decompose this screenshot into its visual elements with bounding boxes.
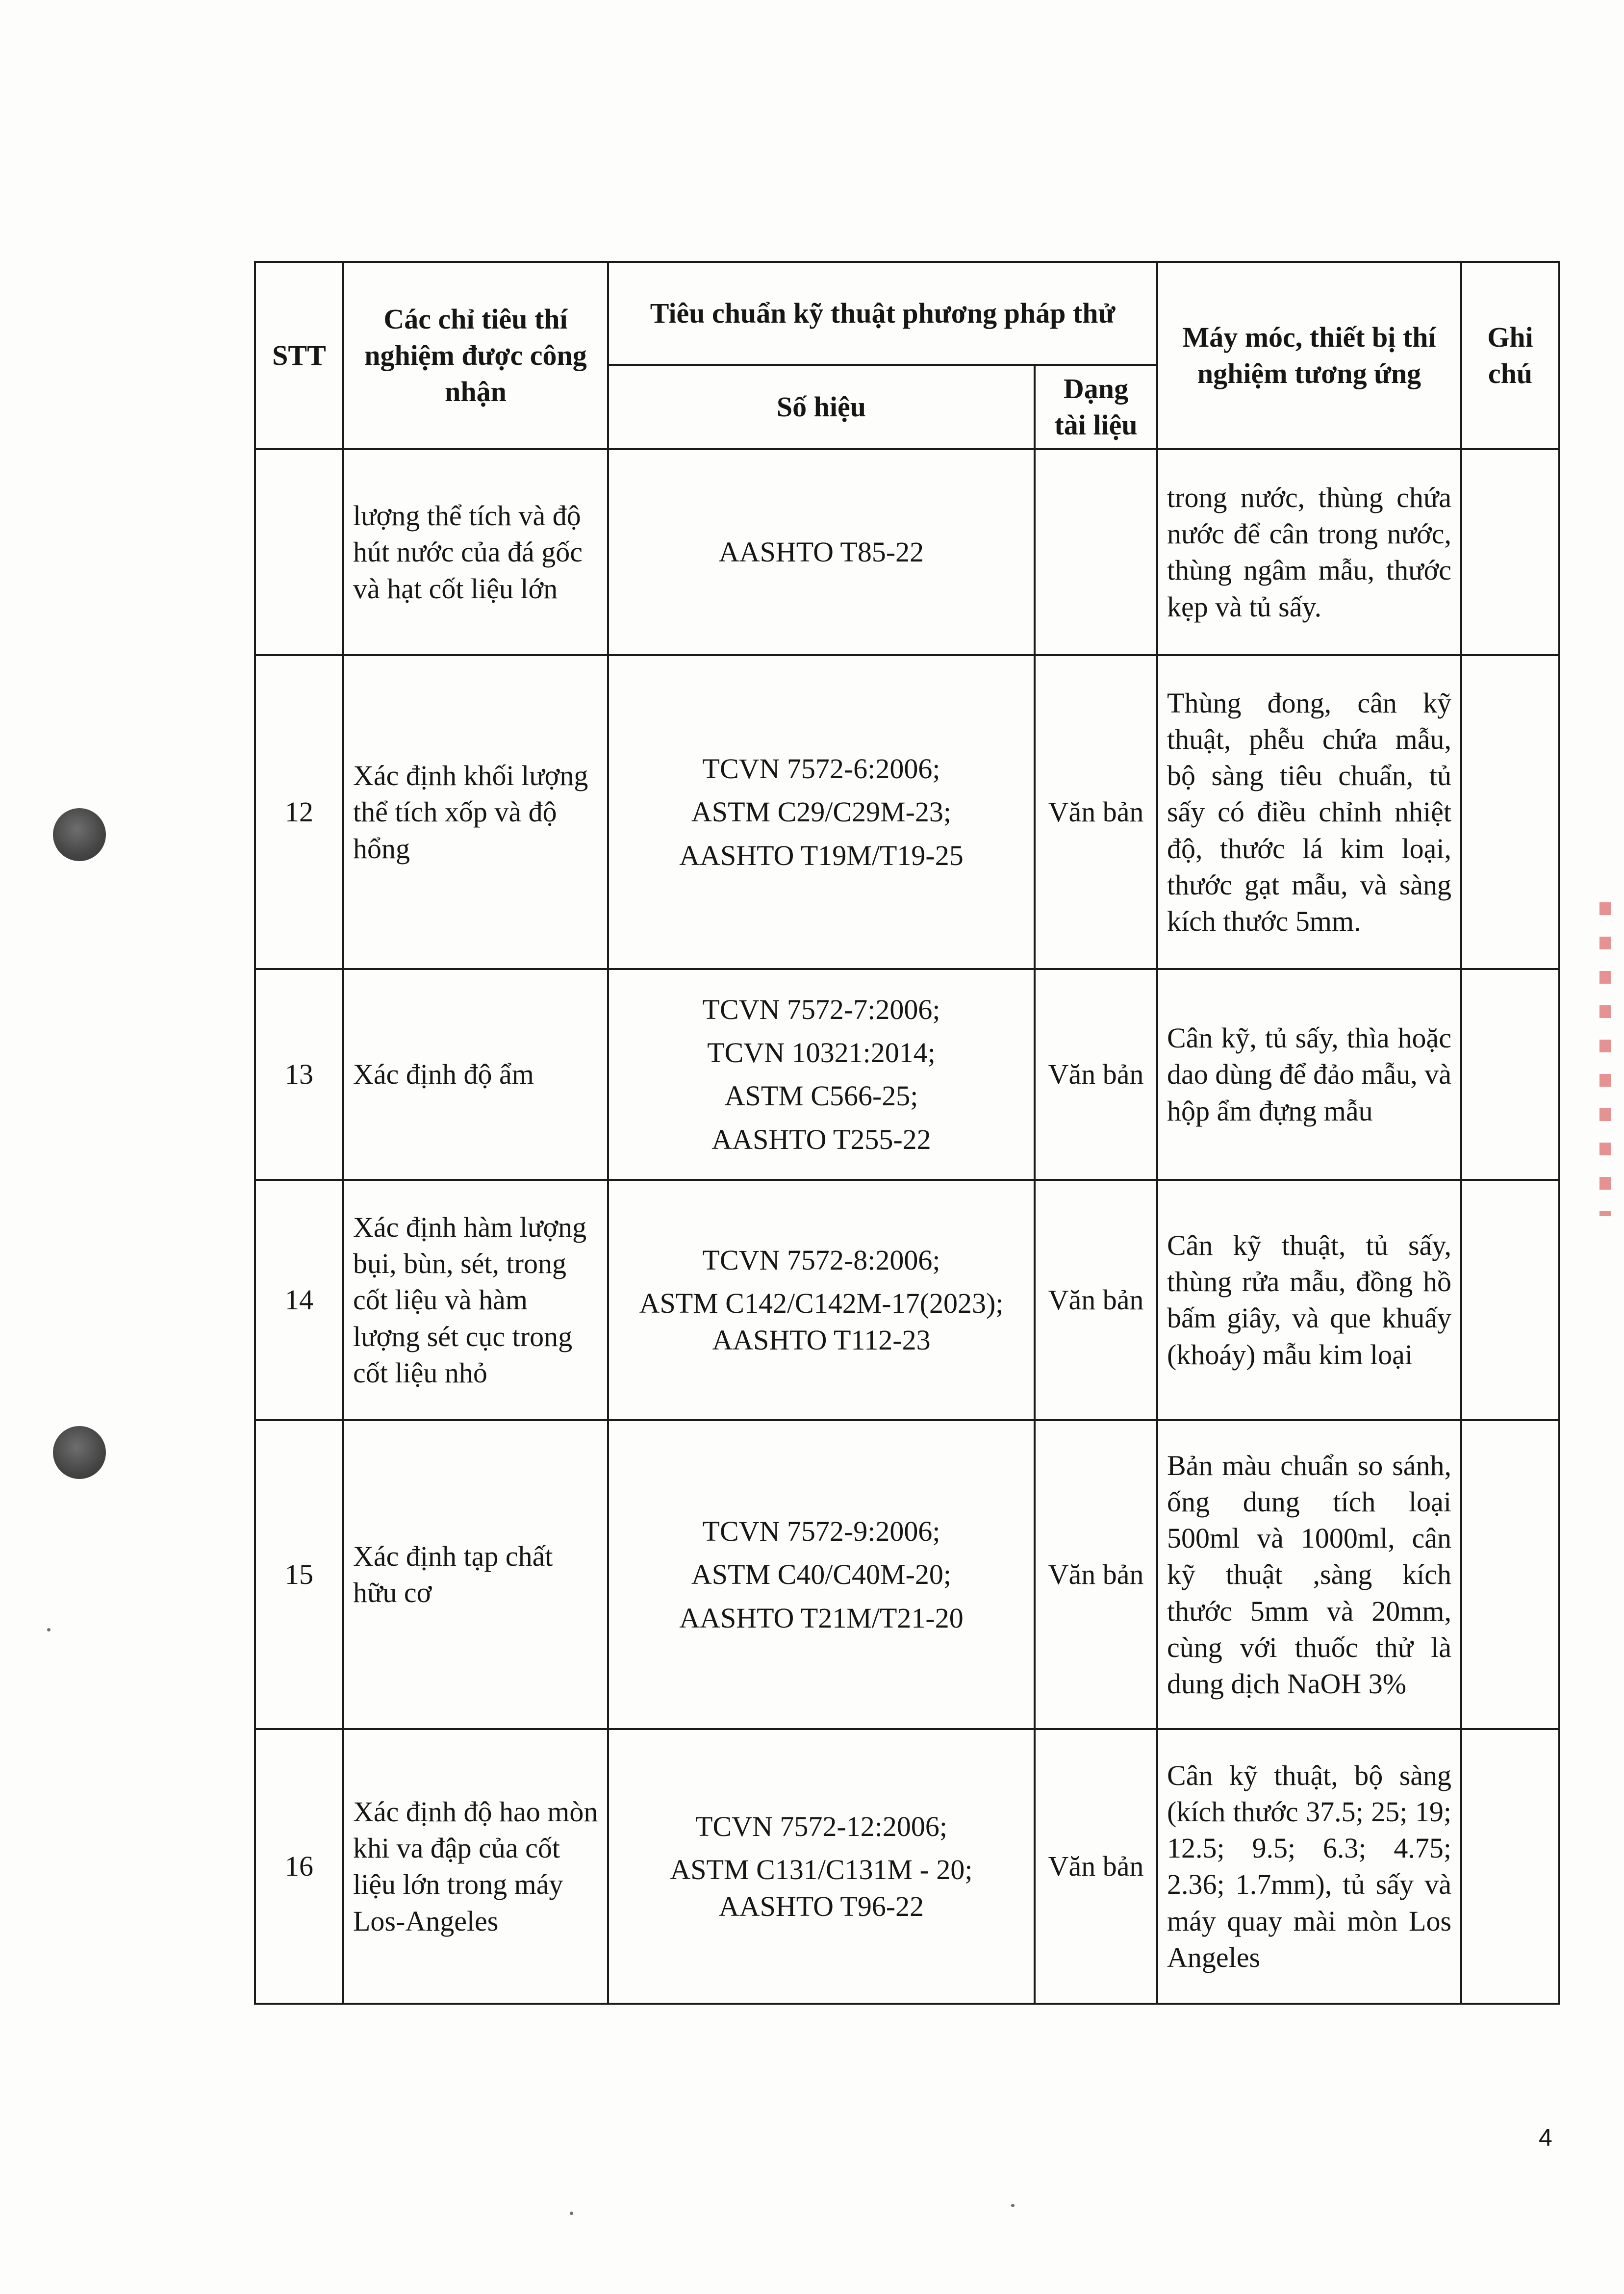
header-criteria: Các chỉ tiêu thí nghiệm được công nhận	[343, 262, 608, 449]
standard-code: ASTM C566-25;	[724, 1080, 918, 1112]
row-codes	[608, 1729, 1035, 2004]
standards-table	[254, 261, 1560, 2005]
row-stt: 14	[255, 1180, 343, 1420]
row-note	[1461, 1180, 1559, 1420]
standard-code: ASTM C142/C142M-17(2023); AASHTO T112-23	[639, 1287, 1004, 1356]
row-equipment: Thùng đong, cân kỹ thuật, phễu chứa mẫu, bộ sàng tiêu chuẩn, tủ sấy có điều chỉnh nhiệt độ, thước lá kim loại, thước gạt mẫu, và sàng kích thước 5mm.	[1157, 655, 1461, 969]
row-note	[1461, 1729, 1559, 2004]
scan-speck	[570, 2212, 573, 2215]
row-note	[1461, 969, 1559, 1180]
standard-code: TCVN 10321:2014;	[707, 1037, 936, 1069]
row-equipment: Cân kỹ thuật, tủ sấy, thùng rửa mẫu, đồng hồ bấm giây, và que khuấy (khoáy) mẫu kim loại	[1157, 1180, 1461, 1420]
row-criteria: Xác định tạp chất hữu cơ	[343, 1420, 608, 1729]
page-number: 4	[1539, 2124, 1552, 2151]
header-code: Số hiệu	[608, 365, 1035, 449]
row-doc-type	[1035, 449, 1157, 655]
header-note: Ghi chú	[1461, 262, 1559, 449]
row-criteria: Xác định khối lượng thể tích xốp và độ hổng	[343, 655, 608, 969]
standard-code: AASHTO T21M/T21-20	[679, 1602, 964, 1634]
standard-code: TCVN 7572-7:2006;	[702, 994, 940, 1025]
row-criteria: Xác định độ ẩm	[343, 969, 608, 1180]
row-codes	[608, 1180, 1035, 1420]
standard-code: TCVN 7572-6:2006;	[702, 753, 940, 785]
row-doc-type: Văn bản	[1035, 1180, 1157, 1420]
row-note	[1461, 655, 1559, 969]
standard-code: TCVN 7572-8:2006;	[702, 1244, 940, 1276]
header-stt: STT	[255, 262, 343, 449]
header-equipment: Máy móc, thiết bị thí nghiệm tương ứng	[1157, 262, 1461, 449]
row-stt: 15	[255, 1420, 343, 1729]
standard-code: ASTM C40/C40M-20;	[691, 1558, 952, 1591]
punch-hole	[53, 1426, 106, 1479]
row-codes	[608, 1420, 1035, 1729]
row-stt: 12	[255, 655, 343, 969]
standard-code: ASTM C131/C131M - 20; AASHTO T96-22	[670, 1854, 973, 1922]
table-row	[255, 1729, 1559, 2004]
row-equipment: trong nước, thùng chứa nước để cân trong nước, thùng ngâm mẫu, thước kẹp và tủ sấy.	[1157, 449, 1461, 655]
row-codes	[608, 449, 1035, 655]
standard-code: AASHTO T85-22	[718, 536, 924, 568]
punch-hole	[53, 808, 106, 861]
row-note	[1461, 1420, 1559, 1729]
row-criteria: Xác định độ hao mòn khi va đập của cốt liệu lớn trong máy Los-Angeles	[343, 1729, 608, 2004]
row-criteria: Xác định hàm lượng bụi, bùn, sét, trong cốt liệu và hàm lượng sét cục trong cốt liệu nhỏ	[343, 1180, 608, 1420]
row-codes	[608, 969, 1035, 1180]
standard-code: AASHTO T19M/T19-25	[679, 839, 964, 871]
scan-speck	[1011, 2204, 1015, 2207]
table-row	[255, 1180, 1559, 1420]
standard-code: TCVN 7572-9:2006;	[702, 1515, 940, 1548]
row-equipment: Cân kỹ, tủ sấy, thìa hoặc dao dùng để đảo mẫu, và hộp ẩm đựng mẫu	[1157, 969, 1461, 1180]
table-row	[255, 449, 1559, 655]
header-standard-group: Tiêu chuẩn kỹ thuật phương pháp thử	[608, 262, 1157, 365]
row-stt: 13	[255, 969, 343, 1180]
row-stt: 16	[255, 1729, 343, 2004]
header-row	[255, 262, 1559, 365]
standard-code: AASHTO T255-22	[711, 1123, 931, 1155]
row-stt	[255, 449, 343, 655]
row-doc-type: Văn bản	[1035, 969, 1157, 1180]
table-row	[255, 655, 1559, 969]
row-doc-type: Văn bản	[1035, 655, 1157, 969]
standard-code: ASTM C29/C29M-23;	[691, 796, 952, 828]
stamp-fragment	[1599, 902, 1611, 1216]
table-row	[255, 1420, 1559, 1729]
row-doc-type: Văn bản	[1035, 1420, 1157, 1729]
row-criteria: lượng thể tích và độ hút nước của đá gốc và hạt cốt liệu lớn	[343, 449, 608, 655]
standard-code: TCVN 7572-12:2006;	[695, 1810, 947, 1843]
row-note	[1461, 449, 1559, 655]
header-doc-type: Dạng tài liệu	[1035, 365, 1157, 449]
table-row	[255, 969, 1559, 1180]
row-codes	[608, 655, 1035, 969]
scan-speck	[47, 1628, 51, 1631]
row-equipment: Bản màu chuẩn so sánh, ống dung tích loại 500ml và 1000ml, cân kỹ thuật ,sàng kích thước 5mm và 20mm, cùng với thuốc thử là dung dịch NaOH 3%	[1157, 1420, 1461, 1729]
row-doc-type: Văn bản	[1035, 1729, 1157, 2004]
row-equipment: Cân kỹ thuật, bộ sàng (kích thước 37.5; 25; 19; 12.5; 9.5; 6.3; 4.75; 2.36; 1.7mm), tủ sấy và máy quay mài mòn Los Angeles	[1157, 1729, 1461, 2004]
